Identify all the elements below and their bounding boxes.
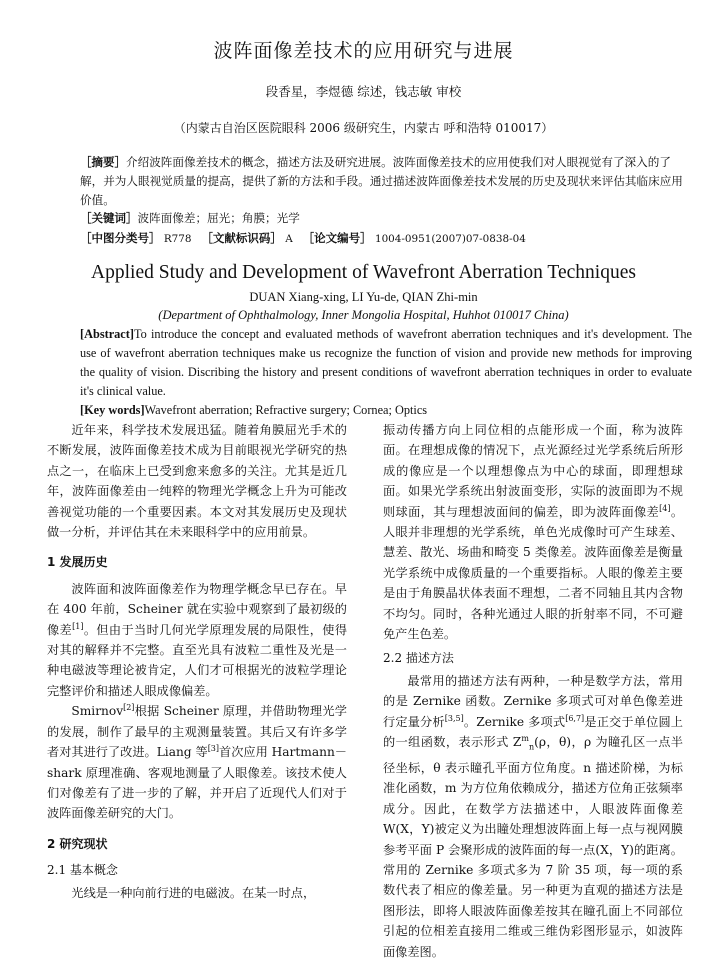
subsection-heading-concept: 2.1 基本概念 bbox=[47, 863, 118, 878]
citation-ref: [4] bbox=[659, 503, 671, 513]
citation-ref: [2] bbox=[123, 703, 135, 713]
keywords-zh bbox=[80, 209, 690, 228]
abstract-en-text: To introduce the concept and evaluated methods of wavefront aberration techniques and it's development. The use of wavefront aberration techniques make us recognize the function of vision and provide new methods for improving the quality of vision. Discribing the history and present conditions of wavefront aberration techniques in order to evaluate it's clinical value. bbox=[80, 327, 692, 398]
text-run: 波阵面和波阵面像差作为物理学概念早已存在。早在 400 年前，Scheiner 就在实验中观察到了最初级的像差 bbox=[47, 581, 347, 637]
authors-en: DUAN Xiang-xing, LI Yu-de, QIAN Zhi-min bbox=[249, 290, 478, 304]
authors-zh: 段香星，李煜德 综述，钱志敏 审校 bbox=[265, 84, 462, 99]
section-heading-history: 1 发展历史 bbox=[47, 555, 108, 570]
classification-line bbox=[80, 229, 690, 249]
text-run: 振动传播方向上同位相的点能形成一个面，称为波阵面。在理想成像的情况下，点光源经过光学系统后所形成的像应是一个以理想像点为中心的球面，即理想球面。如果光学系统出射波面变形，实际的波面即为不规则球面，其与理想波面间的偏差，即为波阵面像差 bbox=[383, 423, 683, 519]
text-run: 。Zernike 多项式 bbox=[463, 714, 566, 729]
title-zh: 波阵面像差技术的应用研究与进展 bbox=[213, 40, 514, 62]
abstract-zh bbox=[80, 153, 690, 210]
paper-id-label: ［论文编号］ bbox=[302, 231, 372, 245]
keywords-zh-label: ［关键词］ bbox=[80, 211, 138, 225]
affiliation-en: (Department of Ophthalmology, Inner Mongolia Hospital, Huhhot 010017 China) bbox=[158, 308, 569, 322]
concept-paragraph: 光线是一种向前行进的电磁波。在某一时点， bbox=[71, 885, 316, 900]
citation-ref: [1] bbox=[72, 621, 84, 631]
history-paragraph-2 bbox=[47, 701, 347, 823]
body-right-column bbox=[383, 420, 683, 962]
text-run: 是正交于单位圆上的一组函数，表示形式 Z bbox=[383, 714, 683, 750]
keywords-zh-text: 波阵面像差；屈光；角膜；光学 bbox=[137, 211, 300, 225]
text-run: 根据 Scheiner 原理，并借助物理光学的发展，制作了最早的主观测量装置。其后又有许多学者对其进行了改进。Liang 等 bbox=[47, 704, 347, 760]
clc-value: R778 bbox=[163, 233, 192, 245]
citation-ref: [3] bbox=[207, 744, 220, 754]
abstract-en-label: [Abstract] bbox=[80, 327, 134, 341]
text-run: 首次应用 Hartmann－shark 原理准确、客观地测量了人眼像差。该技术使人们对像差有了进一步的了解，并开启了近现代人们对于波阵面像差研究的大门。 bbox=[47, 745, 347, 821]
citation-ref: [3,5] bbox=[444, 713, 464, 723]
abstract-zh-text: 介绍波阵面像差技术的概念，描述方法及研究进展。波阵面像差技术的应用使我们对人眼视觉有了深入的了解，并为人眼视觉质量的提高，提供了新的方法和手段。通过描述波阵面像差技术发展的历史及现状来评估其临床应用价值。 bbox=[80, 155, 683, 207]
text-run: 。但由于当时几何光学原理发展的局限性，使得对其的解释并不完整。直至光具有波粒二重性及光是一种电磁波等理论被肯定，人们才可根据光的波粒学理论完整评价和描述人眼成像偏差。 bbox=[47, 622, 348, 698]
text-run: 最常用的描述方法有两种，一种是数学方法，常用的是 Zernike 函数。Zernike 多项式可对单色像差进行定量分析 bbox=[383, 673, 683, 729]
text-run: (ρ，θ)，ρ 为瞳孔区一点半径坐标，θ 表示瞳孔平面方位角度。n 描述阶梯，为标准化函数，m 为方位角依赖成分，描述方位角正弦频率成分。因此，在数学方法描述中，人眼波阵面像差 W(X，Y)被定义为出瞳处理想波阵面上每一点与视网膜参考平面 P 会聚形成的波阵面的每一点(X，Y)的距离。常用的 Zernike 多项式多为 7 阶 35 项，每一项的系数代表了相应的像差量。另一种更为直观的描述方法是图形法，即将人眼波阵面像差按其在瞳孔面上不同部位引起的位相差直接用二维或三维伪彩图形显示，如波阵面像差图。 bbox=[383, 735, 683, 959]
body-left-column bbox=[47, 420, 347, 903]
methods-paragraph bbox=[383, 671, 683, 962]
affiliation-zh: （内蒙古自治区医院眼科 2006 级研究生，内蒙古 呼和浩特 010017） bbox=[173, 121, 554, 135]
text-run: 。人眼并非理想的光学系统，单色光成像时可产生球差、慧差、散光、场曲和畸变 5 类像差。波阵面像差是衡量光学系统中成像质量的一个重要指标。人眼的像差主要是由于角膜晶状体表面不理想，二者不同轴且其内含物不均匀。同时，各种光通过人眼的折射率不同，不可避免产生色差。 bbox=[383, 504, 684, 642]
doc-code-label: ［文献标识码］ bbox=[201, 231, 282, 245]
section-heading-status: 2 研究现状 bbox=[47, 836, 108, 851]
abstract-en bbox=[80, 325, 692, 401]
citation-ref: [6,7] bbox=[565, 713, 585, 723]
keywords-en-label: [Key words] bbox=[80, 403, 145, 417]
paper-id-value: 1004-0951(2007)07-0838-04 bbox=[374, 233, 526, 245]
text-run: Smirnov bbox=[71, 704, 124, 719]
clc-label: ［中图分类号］ bbox=[80, 231, 161, 245]
keywords-en bbox=[80, 401, 692, 420]
history-paragraph-1 bbox=[47, 579, 347, 701]
concept-paragraph-cont bbox=[383, 420, 683, 644]
subsection-heading-methods: 2.2 描述方法 bbox=[383, 651, 454, 666]
doc-code-value: A bbox=[285, 233, 293, 245]
intro-paragraph: 近年来，科学技术发展迅猛。随着角膜屈光手术的不断发展，波阵面像差技术成为目前眼视光学研究的热点之一，在临床上已受到愈来愈多的关注。尤其是近几年，波阵面像差由一纯粹的物理光学概念上升为可能改善视觉功能的一个重要因素。本文对其发展历史及现状做一分析，并评估其在未来眼科学中的应用前景。 bbox=[47, 423, 347, 540]
title-en: Applied Study and Development of Wavefront Aberration Techniques bbox=[91, 262, 636, 283]
abstract-zh-label: ［摘要］ bbox=[80, 155, 126, 169]
keywords-en-text: Wavefront aberration; Refractive surgery; Cornea; Optics bbox=[144, 403, 428, 417]
math-subscript: n bbox=[528, 742, 535, 752]
math-superscript: m bbox=[521, 734, 529, 744]
